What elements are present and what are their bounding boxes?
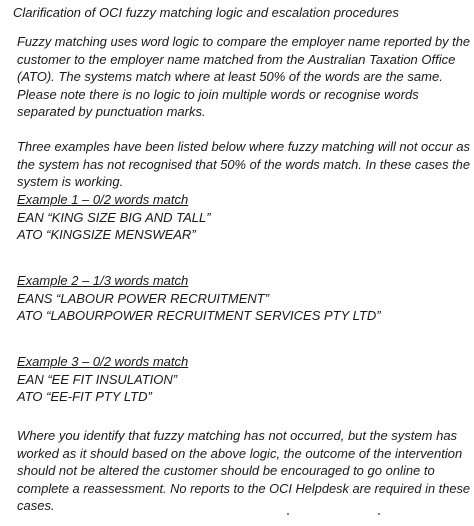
- closing-paragraph: [17, 427, 474, 515]
- closing-line: Where you identify that fuzzy matching has not occurred, but the system has: [17, 428, 458, 443]
- example-line: EAN “EE FIT INSULATION”: [17, 371, 178, 387]
- examples-intro-line: Three examples have been listed below where fuzzy matching will not occur as: [17, 139, 471, 154]
- intro-line: Fuzzy matching uses word logic to compare the employer name reported by the: [17, 34, 471, 49]
- scan-speck: [378, 513, 380, 515]
- example-line: ATO “LABOURPOWER RECRUITMENT SERVICES PTY LTD”: [17, 308, 381, 323]
- intro-line: separated by punctuation marks.: [17, 104, 206, 119]
- example-heading: Example 1 – 0/2 words match: [17, 192, 189, 207]
- example-1: [17, 191, 211, 244]
- example-2: [17, 272, 381, 325]
- document-title: Clarification of OCI fuzzy matching logic and escalation procedures: [13, 5, 399, 20]
- intro-paragraph: [17, 33, 474, 121]
- intro-line: Please note there is no logic to join multiple words or recognise words: [17, 86, 419, 102]
- intro-line: customer to the employer name matched from the Australian Taxation Office: [17, 51, 456, 67]
- example-line: ATO “EE-FIT PTY LTD”: [17, 389, 152, 404]
- intro-line: (ATO). The systems match where at least 50% of the words are the same.: [17, 69, 443, 84]
- example-heading: Example 3 – 0/2 words match: [17, 354, 189, 369]
- closing-line: worked as it should based on the above logic, the outcome of the intervention: [17, 445, 463, 461]
- example-line: ATO “KINGSIZE MENSWEAR”: [17, 227, 196, 242]
- scan-speck: [287, 513, 289, 515]
- closing-line: should not be altered the customer should be encouraged to go online to: [17, 463, 435, 478]
- examples-intro-line: the system has not recognised that 50% of the words match. In these cases the: [17, 156, 470, 172]
- closing-line: complete a reassessment. No reports to the OCI Helpdesk are required in these: [17, 480, 470, 496]
- example-line: EANS “LABOUR POWER RECRUITMENT”: [17, 290, 270, 306]
- example-heading: Example 2 – 1/3 words match: [17, 273, 189, 288]
- closing-line: cases.: [17, 498, 55, 513]
- example-3: [17, 353, 188, 406]
- example-line: EAN “KING SIZE BIG AND TALL”: [17, 209, 211, 225]
- examples-intro-line: system is working.: [17, 174, 124, 189]
- examples-intro-paragraph: [17, 138, 474, 191]
